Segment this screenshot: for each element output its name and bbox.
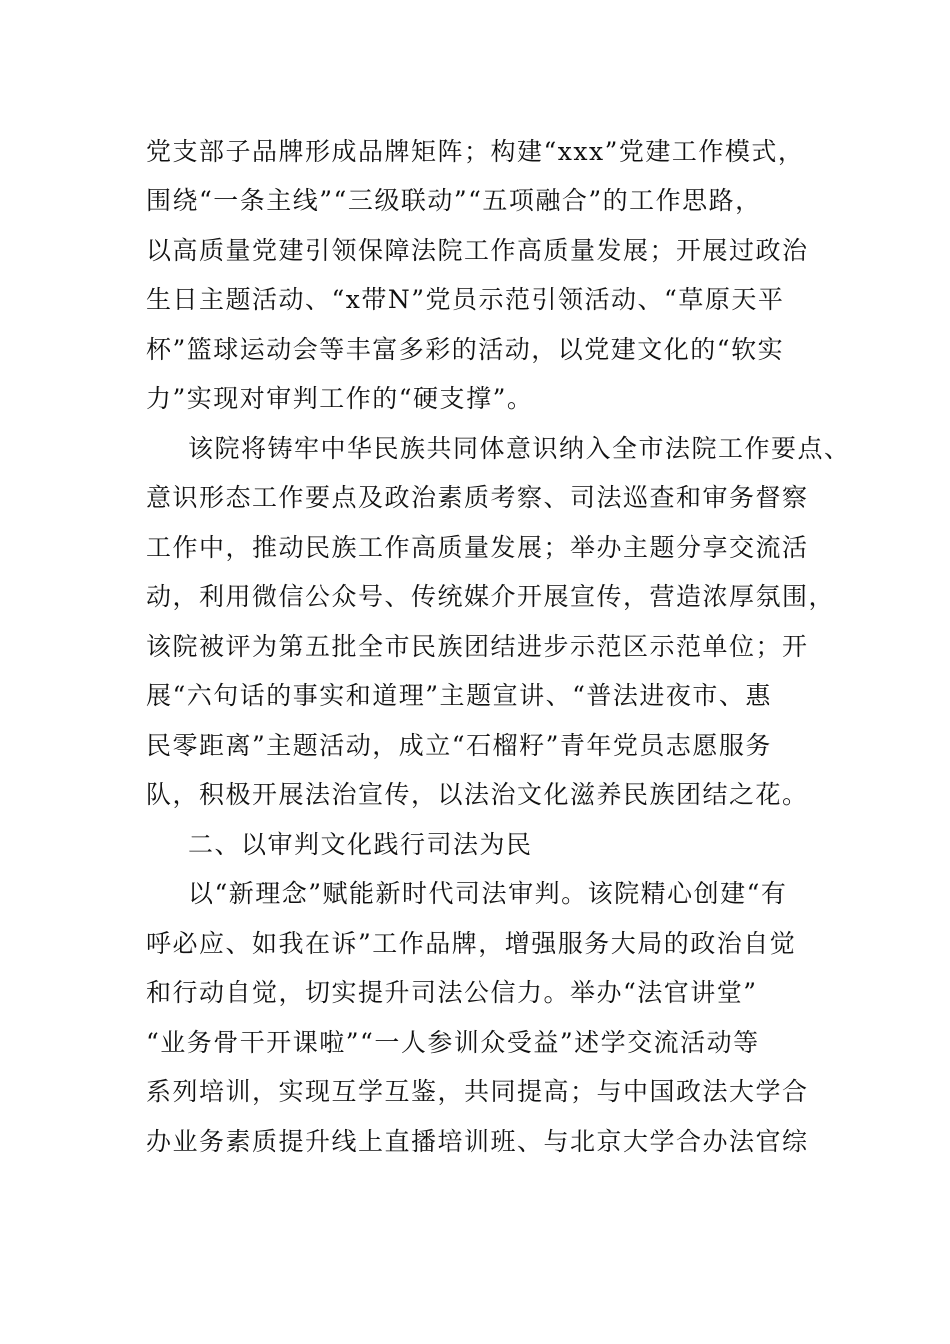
section-heading: 二、以审判文化践行司法为民	[188, 830, 533, 859]
text-line: 展“六句话的事实和道理”主题宣讲、“普法进夜市、惠	[146, 681, 772, 710]
text-line: 以高质量党建引领保障法院工作高质量发展；开展过政治	[146, 236, 809, 265]
text-line: 队，积极开展法治宣传，以法治文化滋养民族团结之花。	[146, 780, 809, 809]
text-line: 和行动自觉，切实提升司法公信力。举办“法官讲堂”	[146, 978, 758, 1007]
text-line: 呼必应、如我在诉”工作品牌，增强服务大局的政治自觉	[146, 929, 797, 958]
text-line: 该院被评为第五批全市民族团结进步示范区示范单位；开	[146, 632, 809, 661]
text-line: “业务骨干开课啦”“一人参训众受益”述学交流活动等	[146, 1028, 760, 1057]
paragraph-first-line: 以“新理念”赋能新时代司法审判。该院精心创建“有	[188, 879, 788, 908]
text-line: 意识形态工作要点及政治素质考察、司法巡查和审务督察	[146, 483, 809, 512]
text-line: 生日主题活动、“x带N”党员示范引领活动、“草原天平	[146, 285, 785, 314]
text-line: 围绕“一条主线”“三级联动”“五项融合”的工作思路，	[146, 186, 762, 215]
text-line: 力”实现对审判工作的“硬支撑”。	[146, 384, 534, 413]
text-line: 杯”篮球运动会等丰富多彩的活动，以党建文化的“软实	[146, 335, 785, 364]
text-line: 工作中，推动民族工作高质量发展；举办主题分享交流活	[146, 533, 809, 562]
text-line: 系列培训，实现互学互鉴，共同提高；与中国政法大学合	[146, 1077, 809, 1106]
text-line: 动，利用微信公众号、传统媒介开展宣传，营造浓厚氛围，	[146, 582, 836, 611]
text-line: 办业务素质提升线上直播培训班、与北京大学合办法官综	[146, 1127, 809, 1156]
text-line: 党支部子品牌形成品牌矩阵；构建“xxx”党建工作模式，	[146, 137, 805, 166]
text-line: 民零距离”主题活动，成立“石榴籽”青年党员志愿服务	[146, 731, 772, 760]
paragraph-first-line: 该院将铸牢中华民族共同体意识纳入全市法院工作要点、	[188, 434, 851, 463]
